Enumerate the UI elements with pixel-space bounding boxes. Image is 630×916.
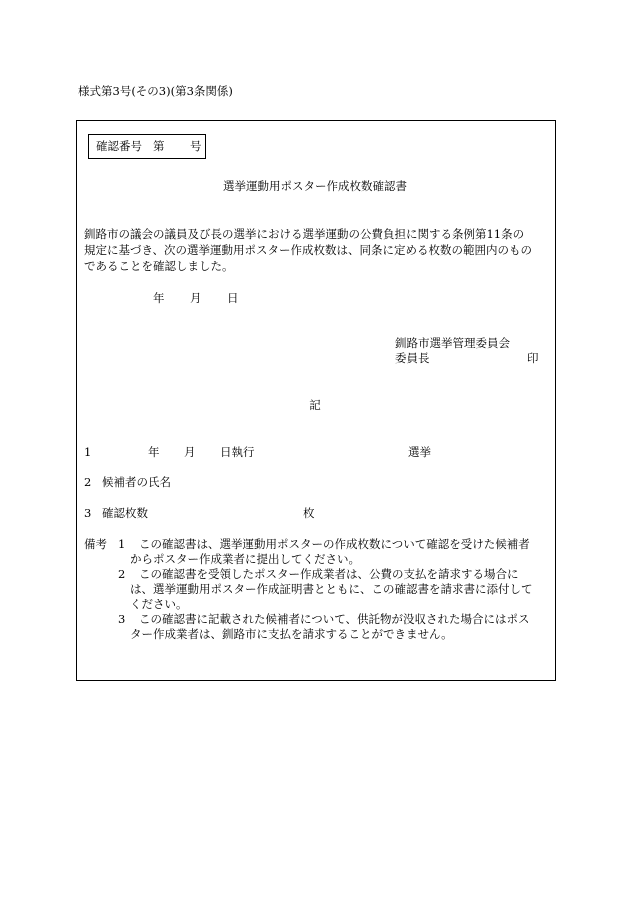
body-text-line: であることを確認しました。 <box>84 259 234 273</box>
item-3-number: 3 <box>84 506 92 520</box>
note-1-number: 1 <box>118 537 126 551</box>
item-1-election-label: 選挙 <box>408 445 431 459</box>
note-1-line: この確認書は、選挙運動用ポスターの作成枚数について確認を受けた候補者 <box>139 537 530 551</box>
item-3-unit: 枚 <box>303 506 315 520</box>
confirmation-number-label: 確認番号 <box>96 139 142 153</box>
seal-mark: 印 <box>527 351 539 365</box>
item-1-month-label: 月 <box>184 445 196 459</box>
ki-heading: 記 <box>309 398 321 412</box>
date-year-label: 年 <box>153 291 165 305</box>
note-3-number: 3 <box>118 612 126 626</box>
item-3-label: 確認枚数 <box>102 506 148 520</box>
note-2-line: この確認書を受領したポスター作成業者は、公費の支払を請求する場合に <box>139 567 519 581</box>
confirmation-number-go: 号 <box>190 139 202 153</box>
form-label: 様式第3号(その3)(第3条関係) <box>78 84 233 98</box>
note-3-line: ター作成業者は、釧路市に支払を請求することができません。 <box>130 627 453 641</box>
item-2-number: 2 <box>84 475 92 489</box>
item-1-number: 1 <box>84 445 92 459</box>
item-1-year-label: 年 <box>148 445 160 459</box>
note-2-line: ください。 <box>130 597 188 611</box>
issuer-chairperson: 委員長 <box>395 351 430 365</box>
document-title: 選挙運動用ポスター作成枚数確認書 <box>223 179 407 193</box>
body-text-line: 釧路市の議会の議員及び長の選挙における選挙運動の公費負担に関する条例第11条の <box>84 227 525 241</box>
note-1-line: からポスター作成業者に提出してください。 <box>130 552 360 566</box>
issuer-organization: 釧路市選挙管理委員会 <box>395 336 510 350</box>
date-day-label: 日 <box>227 291 239 305</box>
confirmation-number-dai: 第 <box>153 139 165 153</box>
notes-label: 備考 <box>84 537 107 551</box>
note-2-line: は、選挙運動用ポスター作成証明書とともに、この確認書を請求書に添付して <box>130 582 533 596</box>
note-2-number: 2 <box>118 567 126 581</box>
note-3-line: この確認書に記載された候補者について、供託物が没収された場合にはポス <box>139 612 530 626</box>
body-text-line: 規定に基づき、次の選挙運動用ポスター作成枚数は、同条に定める枚数の範囲内のもの <box>84 243 533 257</box>
date-month-label: 月 <box>190 291 202 305</box>
item-2-label: 候補者の氏名 <box>102 475 171 489</box>
item-1-day-label: 日執行 <box>220 445 255 459</box>
